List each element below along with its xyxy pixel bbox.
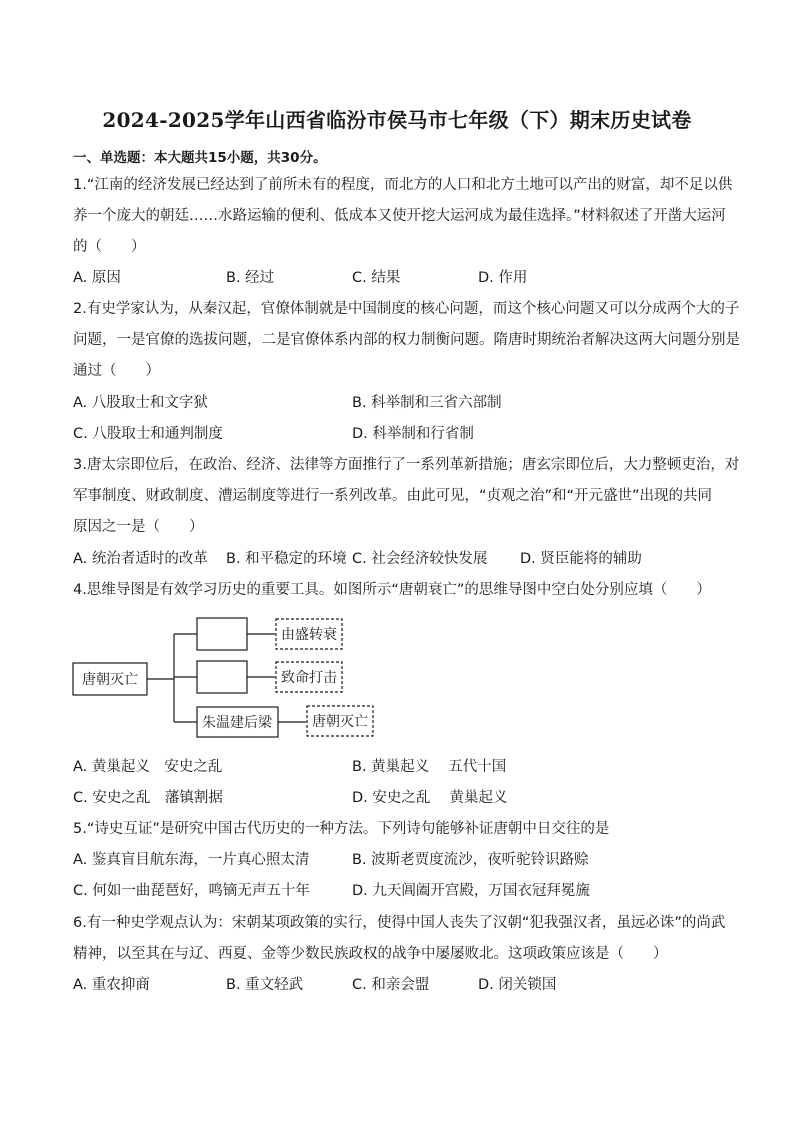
question-5-option-a[interactable]: A. 鉴真盲目航东海，一片真心照太清 [73,852,310,868]
question-6-option-b[interactable]: B. 重文轻武 [226,977,304,993]
result-box-3-label: 唐朝灭亡 [312,714,368,730]
question-5-line-1: 5.“诗史互证”是研究中国古代历史的一种方法。下列诗句能够补证唐朝中日交往的是 [73,821,610,837]
question-1-line-1: 1.“江南的经济发展已经达到了前所未有的程度，而北方的人口和北方土地可以产出的财富，却不足以供 [73,177,733,193]
question-3-option-d[interactable]: D. 贤臣能将的辅助 [520,551,642,567]
result-box-2-label: 致命打击 [281,670,337,686]
question-5-option-c[interactable]: C. 何如一曲琵琶好，鸣镝无声五十年 [73,883,310,899]
page-title: 2024-2025学年山西省临汾市侯马市七年级（下）期末历史试卷 [102,108,692,132]
question-6-option-a[interactable]: A. 重农抑商 [73,977,150,993]
question-6-option-d[interactable]: D. 闭关锁国 [478,977,557,993]
question-4-option-a[interactable]: A. 黄巢起义 安史之乱 [73,759,223,775]
question-2-option-d[interactable]: D. 科举制和行省制 [352,426,474,442]
question-1-option-b[interactable]: B. 经过 [226,270,275,286]
zhuwen-box-label: 朱温建后梁 [202,715,272,731]
question-1-line-3: 的（ ） [73,239,146,255]
question-3-line-3: 原因之一是（ ） [73,519,204,535]
question-6-option-c[interactable]: C. 和亲会盟 [352,977,430,993]
question-1-option-c[interactable]: C. 结果 [352,270,401,286]
question-5-option-d[interactable]: D. 九天阊阖开宫殿，万国衣冠拜冕旒 [352,883,590,899]
mind-map-diagram [70,612,390,742]
question-6-line-1: 6.有一种史学观点认为：宋朝某项政策的实行，使得中国人丧失了汉朝“犯我强汉者，虽远必诛”的尚武 [73,915,726,931]
question-2-option-c[interactable]: C. 八股取士和通判制度 [73,426,223,442]
question-3-option-c[interactable]: C. 社会经济较快发展 [352,551,488,567]
question-4-option-d[interactable]: D. 安史之乱 黄巢起义 [352,790,508,806]
blank-box-2 [197,661,247,693]
question-3-option-a[interactable]: A. 统治者适时的改革 [73,551,208,567]
question-1-option-a[interactable]: A. 原因 [73,270,121,286]
question-3-option-b[interactable]: B. 和平稳定的环境 [226,551,347,567]
question-2-line-1: 2.有史学家认为，从秦汉起，官僚体制就是中国制度的核心问题，而这个核心问题又可以分成两个大的子 [73,301,740,317]
question-1-option-d[interactable]: D. 作用 [478,270,528,286]
question-4-line-1: 4.思维导图是有效学习历史的重要工具。如图所示“唐朝衰亡”的思维导图中空白处分别应填（ ） [73,582,711,598]
blank-box-1 [197,618,247,650]
question-2-option-a[interactable]: A. 八股取士和文字狱 [73,395,208,411]
question-2-line-3: 通过（ ） [73,363,160,379]
section-heading: 一、单选题：本大题共15小题，共30分。 [73,150,327,166]
question-3-line-1: 3.唐太宗即位后，在政治、经济、法律等方面推行了一系列革新措施；唐玄宗即位后，大力整顿吏治，对 [73,457,740,473]
result-box-1-label: 由盛转衰 [281,627,337,643]
question-4-option-b[interactable]: B. 黄巢起义 五代十国 [352,759,507,775]
question-4-option-c[interactable]: C. 安史之乱 藩镇割据 [73,790,223,806]
question-3-line-2: 军事制度、财政制度、漕运制度等进行一系列改革。由此可见，“贞观之治”和“开元盛世”出现的共同 [73,488,713,504]
question-5-option-b[interactable]: B. 波斯老贾度流沙，夜听驼铃识路赊 [352,852,589,868]
question-6-line-2: 精神，以至其在与辽、西夏、金等少数民族政权的战争中屡屡败北。这项政策应该是（ ） [73,946,668,962]
question-1-line-2: 养一个庞大的朝廷……水路运输的便利、低成本又使开挖大运河成为最佳选择。”材料叙述了开凿大运河 [73,208,726,224]
root-node-label: 唐朝灭亡 [82,672,138,688]
question-2-option-b[interactable]: B. 科举制和三省六部制 [352,395,502,411]
question-2-line-2: 问题，一是官僚的选拔问题，二是官僚体系内部的权力制衡问题。隋唐时期统治者解决这两大问题分别是 [73,332,740,348]
